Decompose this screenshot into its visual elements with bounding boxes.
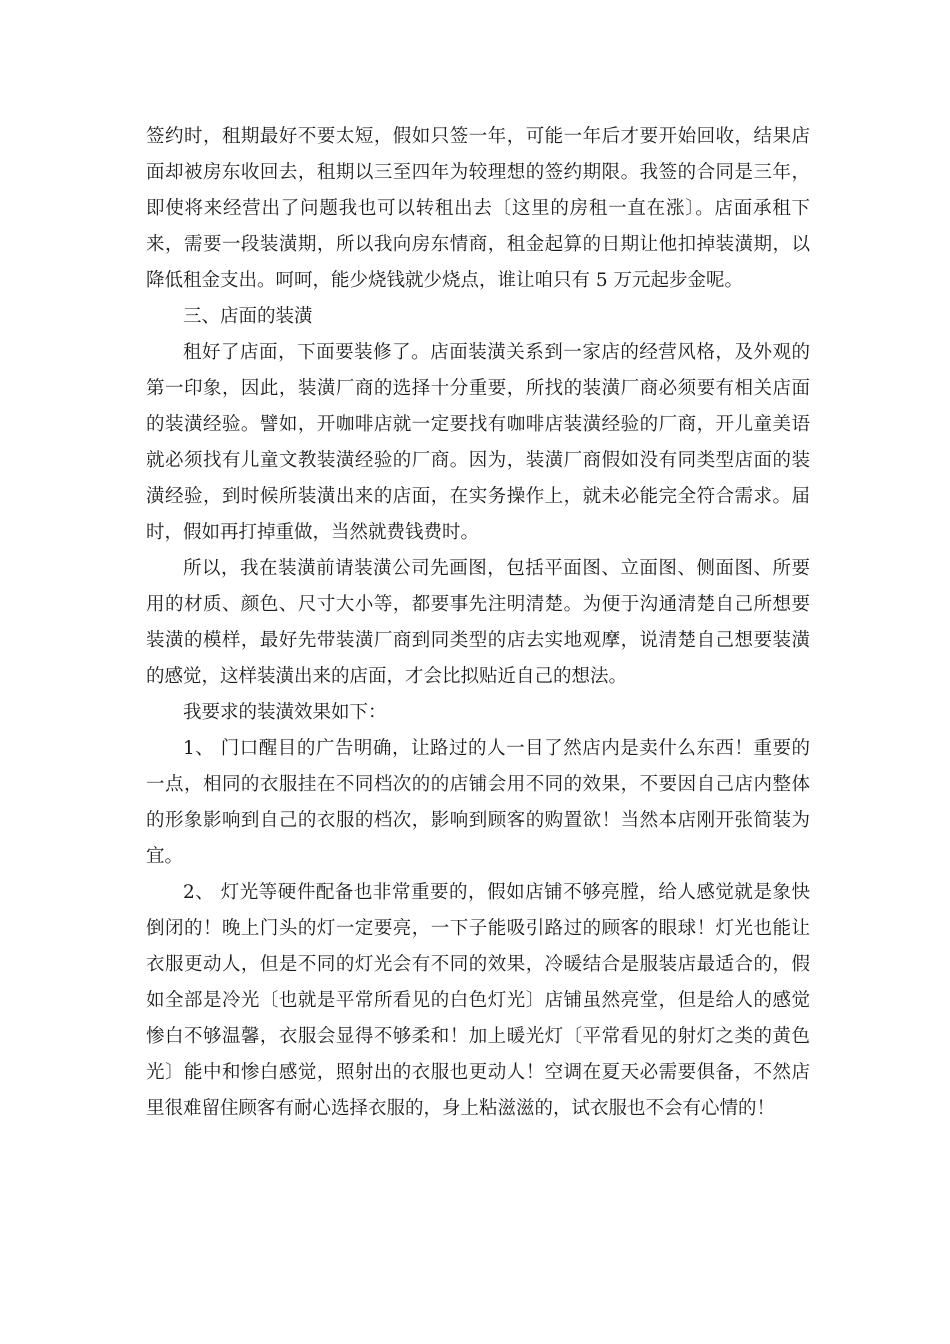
- list-item-lighting: 2、 灯光等硬件配备也非常重要的，假如店铺不够亮膛，给人感觉就是象快倒闭的！晚上门头的灯一定要亮，一下子能吸引路过的顾客的眼球！灯光也能让衣服更动人，但是不同的灯光会有不同的效果，冷暖结合是服装店最适合的，假如全部是冷光〔也就是平常所看见的白色灯光〕店铺虽然亮堂，但是给人的感觉惨白不够温馨，衣服会显得不够柔和！加上暖光灯〔平常看见的射灯之类的黄色光〕能中和惨白感觉，照射出的衣服也更动人！空调在夏天必需要俱备，不然店里很难留住顾客有耐心选择衣服的，身上粘滋滋的，试衣服也不会有心情的！: [146, 882, 810, 1119]
- list-item-signage: 1、 门口醒目的广告明确，让路过的人一目了然店内是卖什么东西！重要的一点，相同的衣服挂在不同档次的的店铺会用不同的效果，不要因自己店内整体的形象影响到自己的衣服的档次，影响到顾客的购置欲！当然本店刚开张简装为宜。: [146, 738, 810, 867]
- paragraph-decoration-requirements-intro: 我要求的装潢效果如下：: [183, 702, 387, 723]
- paragraph-decoration-importance: 租好了店面，下面要装修了。店面装潢关系到一家店的经营风格，及外观的第一印象，因此，装潢厂商的选择十分重要，所找的装潢厂商必须要有相关店面的装潢经验。譬如，开咖啡店就一定要找有咖啡店装潢经验的厂商，开儿童美语就必须找有儿童文教装潢经验的厂商。因为，装潢厂商假如没有同类型店面的装潢经验，到时候所装潢出来的店面，在实务操作上，就未必能完全符合需求。届时，假如再打掉重做，当然就费钱费时。: [146, 342, 810, 543]
- section-heading-decoration: 三、店面的装潢: [183, 306, 313, 327]
- paragraph-lease-term: 签约时，租期最好不要太短，假如只签一年，可能一年后才要开始回收，结果店面却被房东收回去，租期以三至四年为较理想的签约期限。我签的合同是三年，即使将来经营出了问题我也可以转租出去〔这里的房租一直在涨〕。店面承租下来，需要一段装潢期，所以我向房东情商，租金起算的日期让他扣掉装潢期，以降低租金支出。呵呵，能少烧钱就少烧点，谁让咱只有 5 万元起步金呢。: [146, 126, 810, 291]
- document-body: [146, 119, 810, 1127]
- paragraph-decoration-planning: 所以，我在装潢前请装潢公司先画图，包括平面图、立面图、侧面图、所要用的材质、颜色、尺寸大小等，都要事先注明清楚。为便于沟通清楚自己所想要装潢的模样，最好先带装潢厂商到同类型的店去实地观摩，说清楚自己想要装潢的感觉，这样装潢出来的店面，才会比拟贴近自己的想法。: [146, 558, 810, 687]
